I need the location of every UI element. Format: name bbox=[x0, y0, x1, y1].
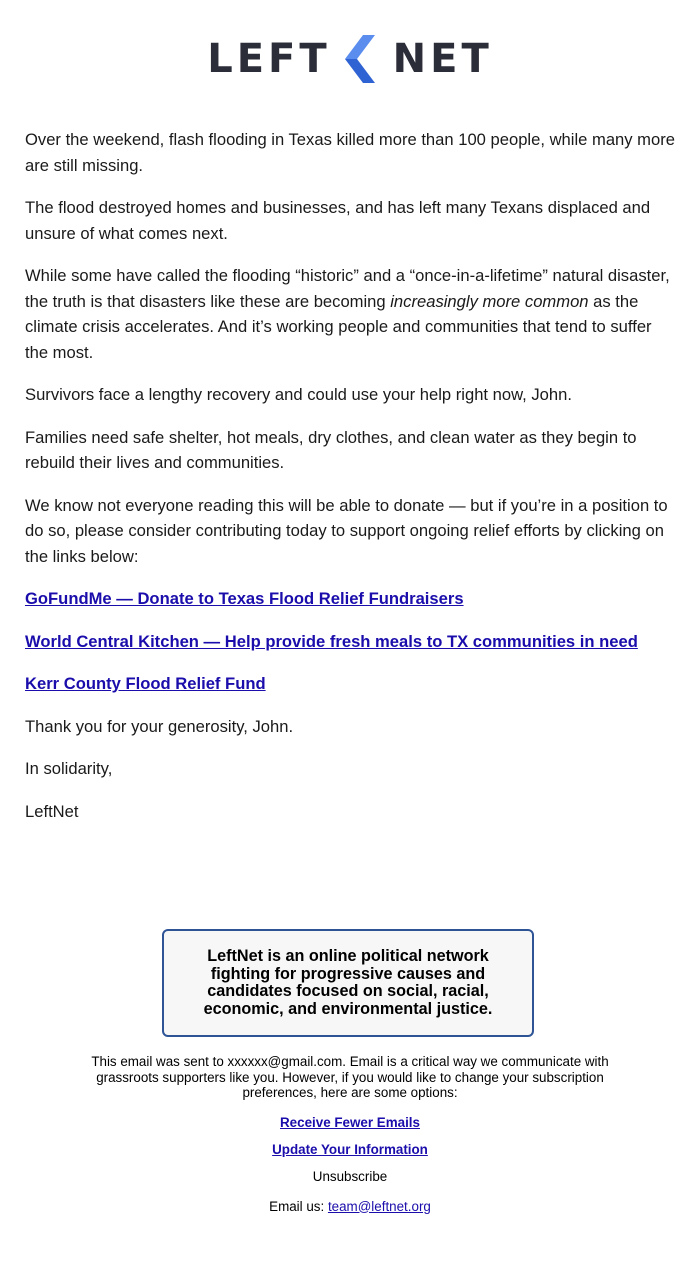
paragraph-climate-start: While some have called the flooding “historic” and a “once-in-a-lifetime” natural disaster, the truth is that disasters like these are becoming bbox=[25, 266, 670, 311]
paragraph-survivors: Survivors face a lengthy recovery and could use your help right now, John. bbox=[25, 385, 572, 404]
contact-email-link[interactable]: team@leftnet.org bbox=[327, 1198, 431, 1214]
paragraph-thanks: Thank you for your generosity, John. bbox=[25, 716, 294, 736]
logo-text-right: NET bbox=[392, 36, 493, 82]
receive-fewer-emails-link[interactable]: Receive Fewer Emails bbox=[280, 1114, 420, 1130]
paragraph-flooding: Over the weekend, flash flooding in Texas killed more than 100 people, while many more are still missing. bbox=[25, 130, 675, 175]
chevron-left-icon bbox=[345, 35, 375, 83]
email-body bbox=[25, 127, 677, 841]
paragraph-climate-emphasis: increasingly more common bbox=[390, 291, 589, 311]
contact-line bbox=[70, 1199, 630, 1215]
paragraph-climate bbox=[25, 263, 677, 365]
unsubscribe-text[interactable]: Unsubscribe bbox=[312, 1168, 388, 1184]
gofundme-link[interactable]: GoFundMe — Donate to Texas Flood Relief Fundraisers bbox=[25, 589, 464, 608]
paragraph-destroyed: The flood destroyed homes and businesses, and has left many Texans displaced and unsure of what comes next. bbox=[25, 198, 651, 243]
subscription-notice: This email was sent to xxxxxx@gmail.com. Email is a critical way we communicate with grassroots supporters like you. However, if you would like to change your subscription preferences, here are some options: bbox=[91, 1054, 609, 1100]
leftnet-logo bbox=[0, 34, 700, 84]
paragraph-families: Families need safe shelter, hot meals, dry clothes, and clean water as they begin to rebuild their lives and communities. bbox=[25, 427, 637, 472]
paragraph-closing: In solidarity, bbox=[25, 759, 113, 778]
world-central-kitchen-link[interactable]: World Central Kitchen — Help provide fresh meals to TX communities in need bbox=[25, 631, 638, 651]
about-text: LeftNet is an online political network fighting for progressive causes and candidates focused on social, racial, economic, and environmental justice. bbox=[203, 947, 493, 1018]
signature: LeftNet bbox=[25, 801, 79, 821]
paragraph-donate: We know not everyone reading this will be able to donate — but if you’re in a position to do so, please consider contributing today to support ongoing relief efforts by clicking on the links below: bbox=[25, 495, 668, 566]
paragraph-climate-end: as the climate crisis accelerates. And it’s working people and communities that tend to suffer the most. bbox=[25, 291, 652, 362]
about-box bbox=[162, 929, 534, 1037]
email-us-label: Email us: bbox=[269, 1198, 328, 1214]
footer bbox=[70, 1054, 630, 1214]
update-information-link[interactable]: Update Your Information bbox=[272, 1141, 428, 1157]
logo-text-left: LEFT bbox=[207, 36, 331, 82]
kerr-county-fund-link[interactable]: Kerr County Flood Relief Fund bbox=[25, 674, 266, 693]
